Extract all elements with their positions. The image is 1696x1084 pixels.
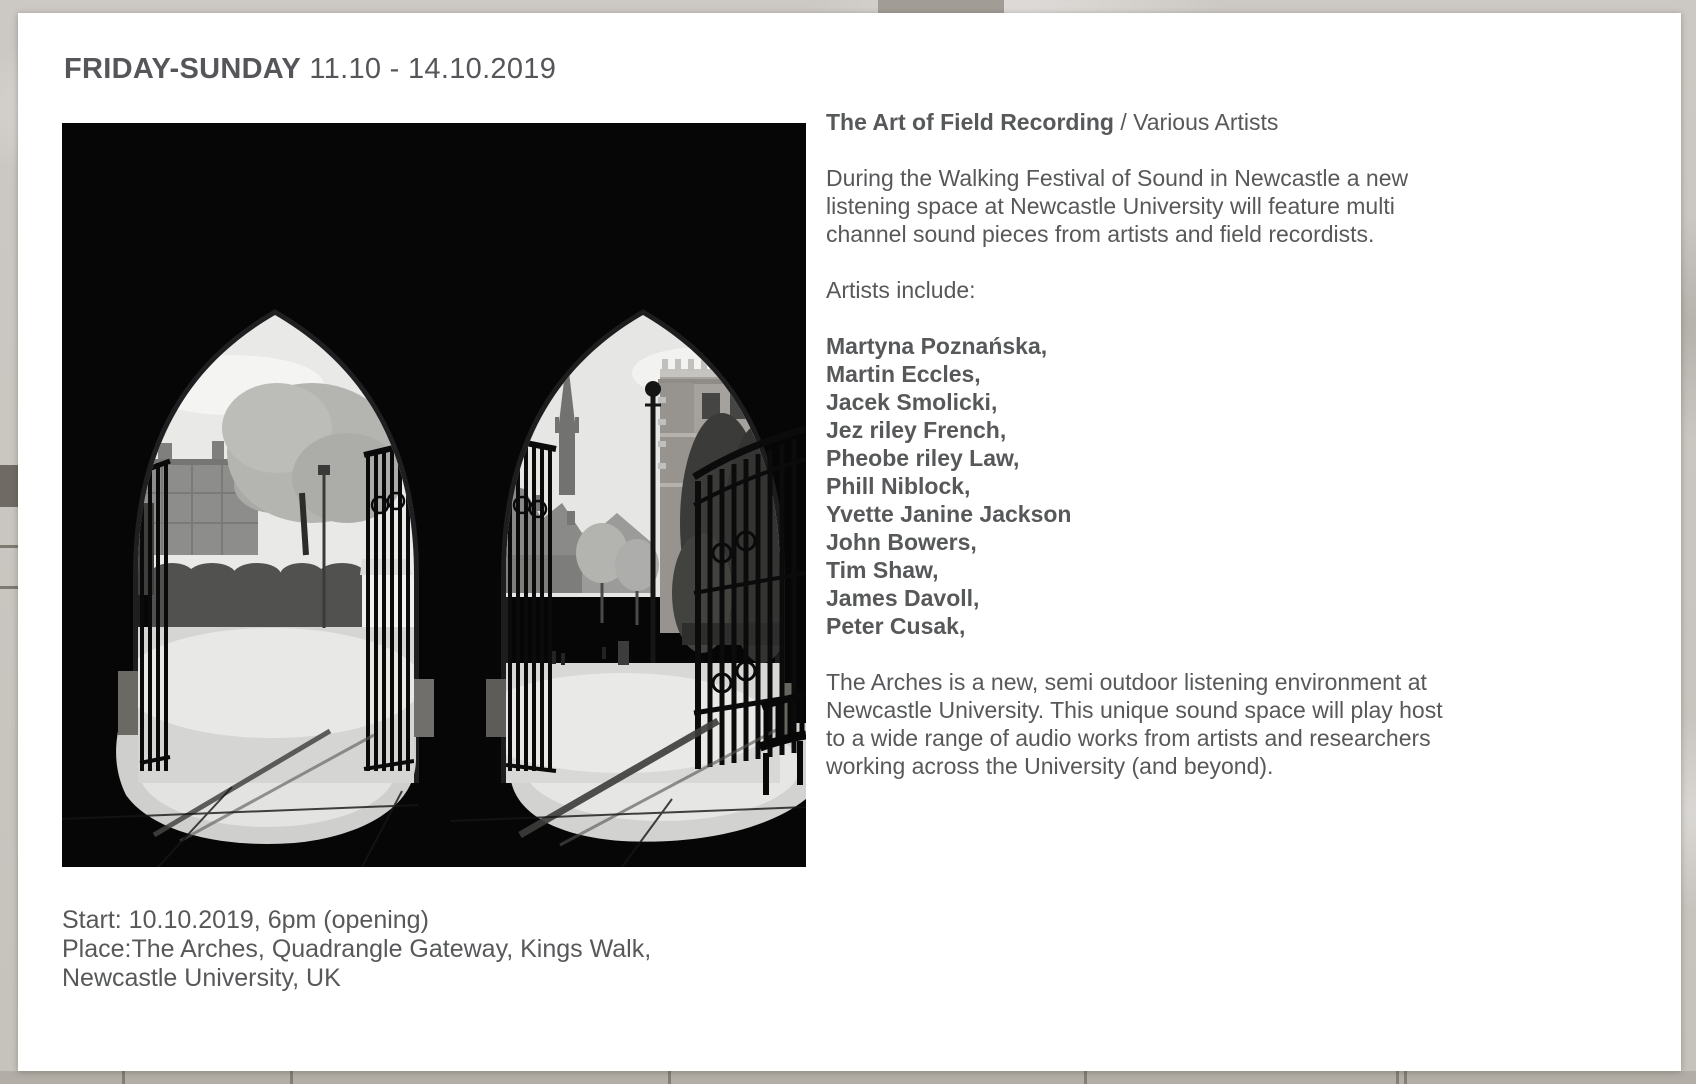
start-line: Start: 10.10.2019, 6pm (opening)	[62, 906, 429, 934]
artist-name: Pheobe riley Law,	[826, 445, 1020, 471]
tile-seam	[1404, 1071, 1407, 1084]
tile-seam	[668, 1071, 671, 1084]
artist-name: Jacek Smolicki,	[826, 389, 998, 415]
event-title	[826, 108, 1466, 136]
litter-bin	[618, 641, 629, 665]
background-tile-groove	[0, 586, 18, 589]
artist-name: Tim Shaw,	[826, 557, 939, 583]
date-range: 11.10 - 14.10.2019	[309, 53, 557, 85]
event-outro: The Arches is a new, semi outdoor listening environment at Newcastle University. This unique sound space will play host to a wide range of audio works from artists and researchers working across the University (and beyond).	[826, 669, 1443, 779]
event-details	[62, 906, 651, 993]
tile-seam	[122, 1071, 125, 1084]
arches-photo-graphic	[62, 123, 806, 867]
event-title-suffix: / Various Artists	[1120, 109, 1279, 135]
artist-name: James Davoll,	[826, 585, 980, 611]
event-description-column	[826, 108, 1466, 808]
artist-name: John Bowers,	[826, 529, 977, 555]
background-tile-groove	[0, 545, 18, 548]
artist-name: Jez riley French,	[826, 417, 1007, 443]
weekday-range: FRIDAY-SUNDAY	[64, 53, 302, 85]
event-title-main: The Art of Field Recording	[826, 109, 1114, 135]
background-bottom-band	[0, 1071, 1696, 1084]
background-tile-dark	[878, 0, 1004, 13]
artist-name: Phill Niblock,	[826, 473, 971, 499]
event-date-heading	[64, 53, 556, 86]
place-line-1: Place:The Arches, Quadrangle Gateway, Kings Walk,	[62, 935, 652, 963]
tile-seam	[290, 1071, 293, 1084]
tile-seam	[1084, 1071, 1087, 1084]
event-card	[18, 13, 1681, 1071]
artist-name: Martin Eccles,	[826, 361, 981, 387]
event-intro: During the Walking Festival of Sound in Newcastle a new listening space at Newcastle University will feature multi channel sound pieces from artists and field recordists.	[826, 165, 1409, 247]
place-line-2: Newcastle University, UK	[62, 964, 341, 992]
arches-photo	[62, 123, 806, 867]
artist-name: Yvette Janine Jackson	[826, 501, 1072, 527]
tile-seam	[1396, 1071, 1399, 1084]
artist-name: Martyna Poznańska,	[826, 333, 1048, 359]
artist-name: Peter Cusak,	[826, 613, 966, 639]
artists-label: Artists include:	[826, 277, 976, 303]
background-tile-dark	[0, 465, 18, 507]
artist-list	[826, 332, 1466, 640]
